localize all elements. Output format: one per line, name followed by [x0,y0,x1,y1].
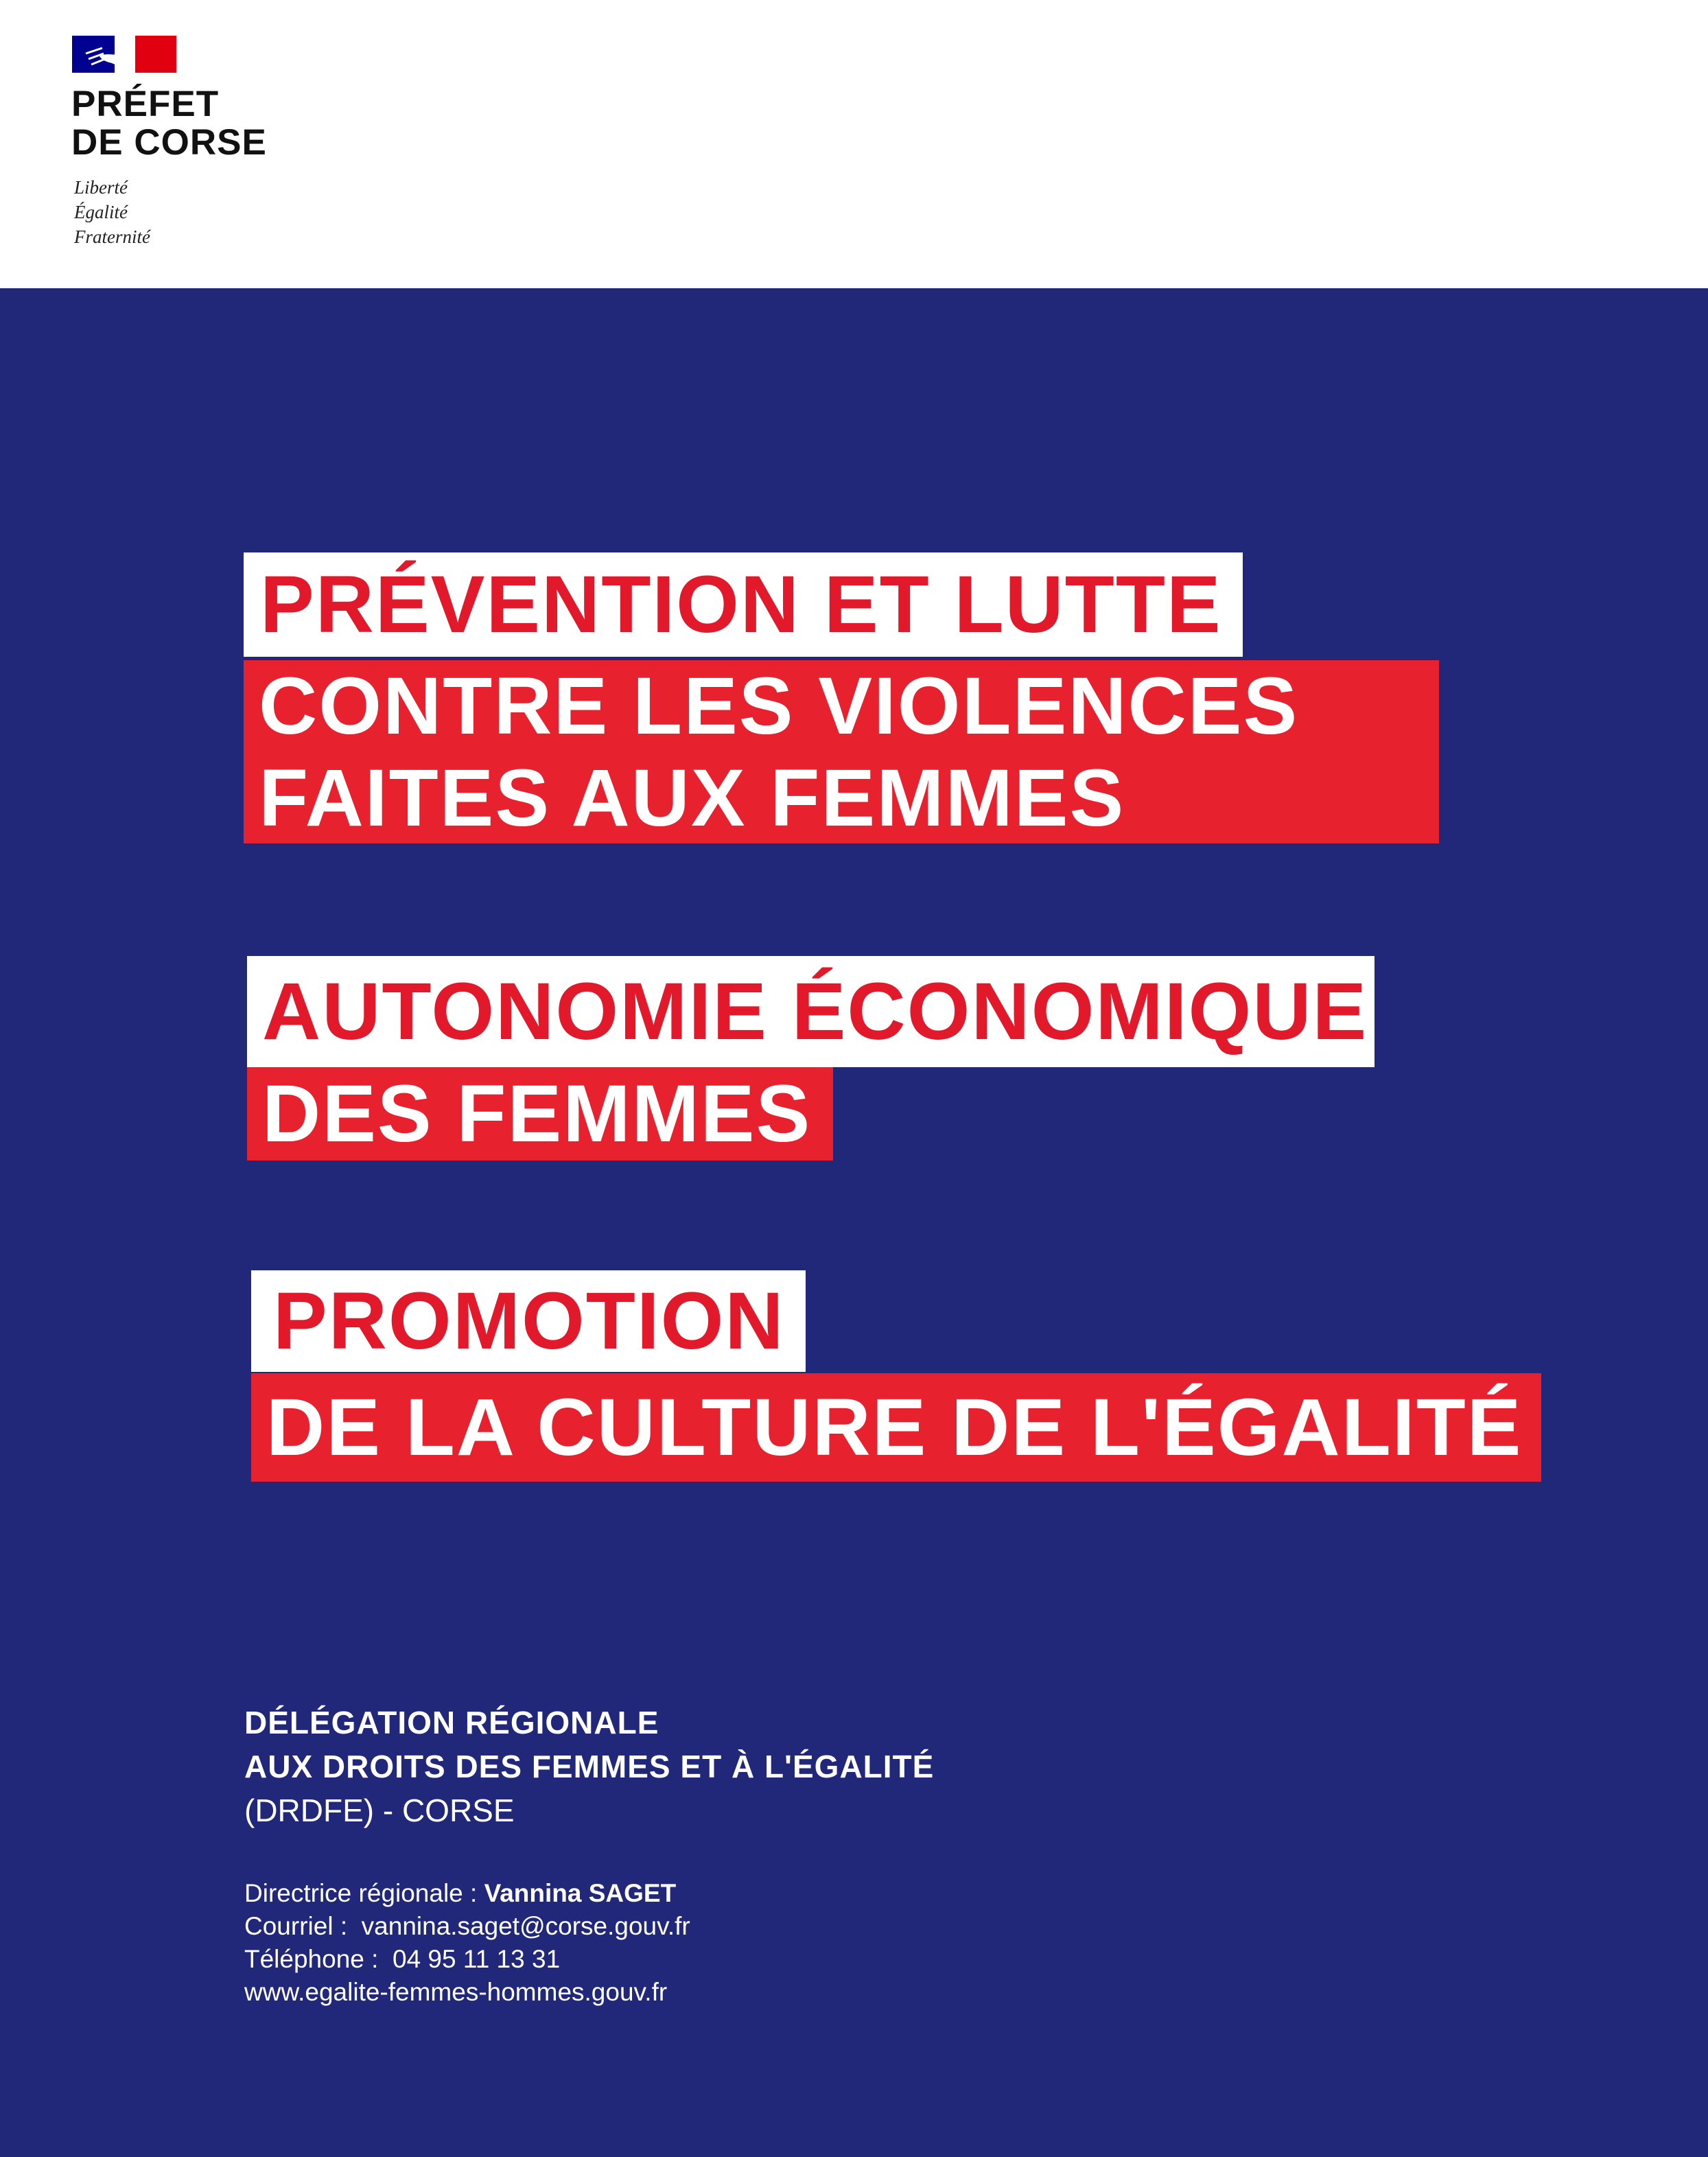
republic-motto [74,175,150,249]
prefet-title [71,85,267,162]
theme-1-box [244,660,1439,843]
theme-3-line-2: DE LA CULTURE DE L'ÉGALITÉ [251,1373,1541,1482]
organization-block [244,1701,934,1832]
organization-line-3: (DRDFE) - CORSE [244,1793,515,1828]
organization-line-1: DÉLÉGATION RÉGIONALE [244,1705,659,1740]
header [0,0,1708,288]
director-label: Directrice régionale : [244,1879,484,1907]
theme-2-line-2: DES FEMMES [247,1067,833,1161]
phone-row [244,1943,690,1976]
phone-number: 04 95 11 13 31 [393,1945,561,1973]
motto-liberte: Liberté [74,177,128,198]
director-name: Vannina SAGET [484,1879,677,1907]
prefet-title-line2: DE CORSE [71,122,267,163]
prefet-title-line1: PRÉFET [71,84,220,124]
organization-line-2: AUX DROITS DES FEMMES ET À L'ÉGALITÉ [244,1749,935,1784]
email-label: Courriel : [244,1912,355,1940]
theme-3-line-1: PROMOTION [251,1270,806,1372]
phone-label: Téléphone : [244,1945,386,1973]
theme-1-line-3: FAITES AUX FEMMES [259,753,1125,843]
theme-2-line-1: AUTONOMIE ÉCONOMIQUE [247,956,1374,1067]
website-link[interactable]: www.egalite-femmes-hommes.gouv.fr [244,1978,668,2006]
theme-1-line-1: PRÉVENTION ET LUTTE [244,552,1243,657]
email-link[interactable]: vannina.saget@corse.gouv.fr [361,1912,690,1940]
email-row [244,1910,690,1943]
marianne-logo-icon [72,36,176,73]
motto-fraternite: Fraternité [74,226,150,247]
motto-egalite: Égalité [74,202,128,222]
contact-block [244,1877,690,2009]
director-row [244,1877,690,1910]
theme-1-line-2: CONTRE LES VIOLENCES [259,661,1299,751]
